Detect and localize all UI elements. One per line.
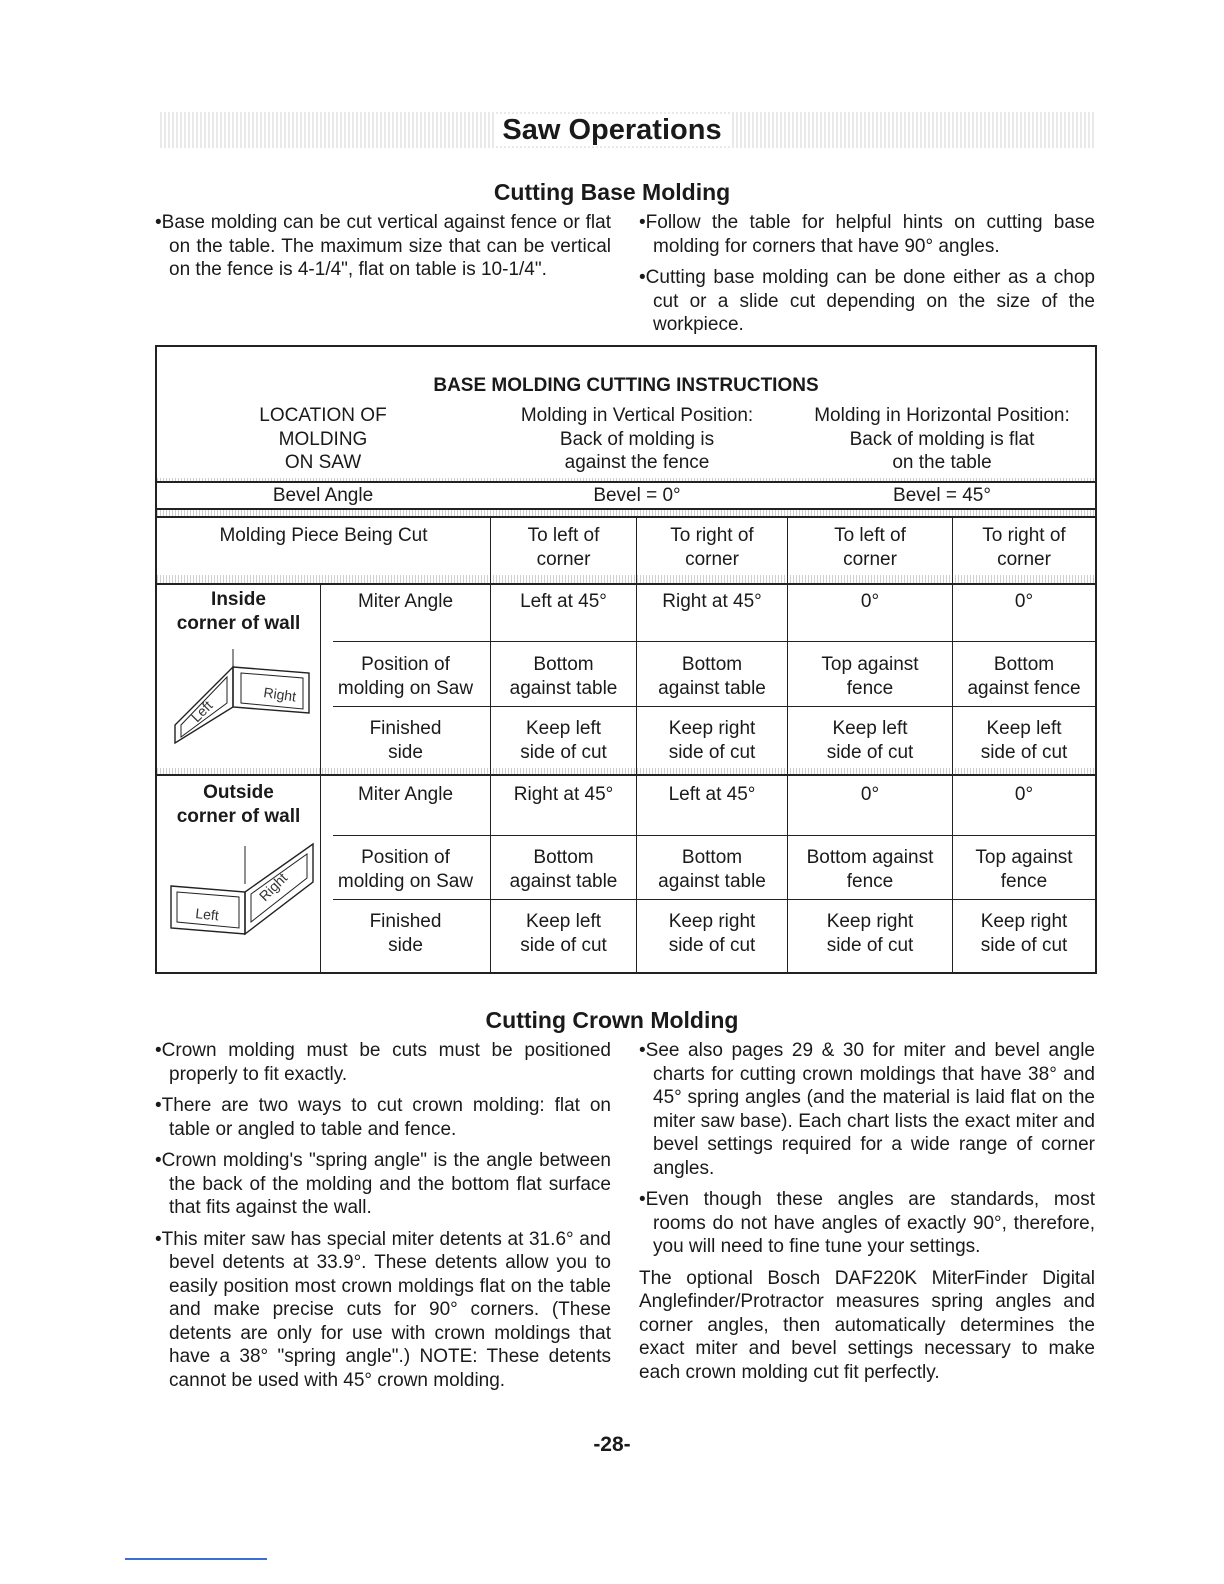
- table-cell: Keep left side of cut: [980, 718, 1068, 763]
- crown-left-bullet: • Crown molding's "spring angle" is the angle between the back of the molding and the bottom flat surface that fits against the wall.: [155, 1149, 611, 1220]
- crown-right-bullet: • See also pages 29 & 30 for miter and bevel angle charts for cutting crown moldings that have 38° and 45° spring angles (and the material is laid flat on the miter saw base). Each chart lists the exact miter and bevel settings required for a wide range of corner angles.: [639, 1039, 1095, 1180]
- molding-piece-label: Molding Piece Being Cut: [219, 525, 428, 546]
- table-cell: 0°: [1014, 784, 1034, 805]
- table-cell: Top against fence: [975, 847, 1073, 892]
- footer-rule: [125, 1558, 267, 1560]
- table-cell: Top against fence: [821, 654, 919, 699]
- table-cell: Keep right side of cut: [668, 718, 756, 763]
- table-cell: Bottom against table: [658, 654, 766, 699]
- table-cell: Keep right side of cut: [980, 911, 1068, 956]
- table-cell: Keep right side of cut: [826, 911, 914, 956]
- row-label: Miter Angle: [357, 784, 454, 805]
- location-label: LOCATION OF MOLDING ON SAW: [259, 405, 387, 473]
- table-cell: Right at 45°: [513, 784, 614, 805]
- row-label: Position of molding on Saw: [337, 654, 474, 699]
- page-number: -28-: [593, 1433, 631, 1456]
- vertical-position-label: Molding in Vertical Position: Back of molding is against the fence: [520, 405, 754, 473]
- row-label: Miter Angle: [357, 591, 454, 612]
- crown-right-column: [639, 1039, 1095, 1392]
- table-cell: 0°: [860, 784, 880, 805]
- section-title: Saw Operations: [0, 114, 1224, 147]
- table-cell: Bottom against fence: [967, 654, 1081, 699]
- diagram-label: Left: [194, 905, 220, 924]
- table-cell: Bottom against fence: [806, 847, 934, 892]
- diagram-label: Left: [187, 697, 216, 726]
- bevel-angle-label: Bevel Angle: [272, 485, 374, 506]
- crown-left-bullet: • Crown molding must be cuts must be positioned properly to fit exactly.: [155, 1039, 611, 1086]
- table-cell: Keep left side of cut: [826, 718, 914, 763]
- diagram-label: Right: [262, 684, 298, 705]
- crown-left-column: [155, 1039, 611, 1400]
- col-header: To left of corner: [834, 525, 906, 570]
- table-title: BASE MOLDING CUTTING INSTRUCTIONS: [433, 375, 819, 396]
- outside-corner-label: Outside corner of wall: [176, 782, 301, 827]
- inside-corner-diagram: [167, 647, 317, 747]
- col-header: To left of corner: [527, 525, 600, 570]
- table-cell: Keep left side of cut: [520, 718, 607, 763]
- table-cell: Right at 45°: [662, 591, 762, 612]
- inside-corner-label: Inside corner of wall: [176, 589, 301, 634]
- row-label: Position of molding on Saw: [337, 847, 474, 892]
- diagram-label: Right: [255, 869, 291, 905]
- crown-molding-heading: Cutting Crown Molding: [485, 1007, 739, 1033]
- col-header: To right of corner: [670, 525, 754, 570]
- base-right-bullet: • Cutting base molding can be done either as a chop cut or a slide cut depending on the size of the workpiece.: [639, 266, 1095, 337]
- table-cell: 0°: [860, 591, 880, 612]
- crown-right-note: The optional Bosch DAF220K MiterFinder Digital Anglefinder/Protractor measures spring angles and corner angles, then automatically determines the exact miter and bevel settings necessary to make each crown molding cut fit perfectly.: [639, 1267, 1095, 1383]
- bevel-horizontal: Bevel = 45°: [893, 485, 991, 506]
- table-cell: Keep left side of cut: [520, 911, 607, 956]
- row-label: Finished side: [369, 718, 442, 763]
- col-header: To right of corner: [982, 525, 1066, 570]
- base-right-bullet: • Follow the table for helpful hints on cutting base molding for corners that have 90° angles.: [639, 211, 1095, 258]
- base-molding-table: [155, 345, 1097, 974]
- base-left-bullet: • Base molding can be cut vertical against fence or flat on the table. The maximum size that can be vertical on the fence is 4-1/4", flat on table is 10-1/4".: [155, 211, 611, 282]
- table-cell: Bottom against table: [509, 654, 618, 699]
- base-right-column: [639, 211, 1095, 345]
- horizontal-position-label: Molding in Horizontal Position: Back of molding is flat on the table: [814, 405, 1070, 473]
- table-cell: 0°: [1014, 591, 1034, 612]
- table-cell: Bottom against table: [509, 847, 618, 892]
- table-cell: Keep right side of cut: [668, 911, 756, 956]
- base-left-column: [155, 211, 611, 290]
- table-cell: Left at 45°: [520, 591, 607, 612]
- table-cell: Bottom against table: [658, 847, 766, 892]
- crown-right-bullet: • Even though these angles are standards, most rooms do not have angles of exactly 90°, therefore, you will need to fine tune your settings.: [639, 1188, 1095, 1259]
- base-molding-heading: Cutting Base Molding: [493, 179, 731, 205]
- bevel-vertical: Bevel = 0°: [593, 485, 681, 506]
- crown-left-bullet: • This miter saw has special miter detents at 31.6° and bevel detents at 33.9°. These detents allow you to easily position most crown moldings flat on the table and make precise cuts for 90° corners. (These detents are only for use with crown moldings that have a 38° "spring angle".) NOTE: These detents cannot be used with 45° crown molding.: [155, 1228, 611, 1393]
- crown-left-bullet: • There are two ways to cut crown molding: flat on table or angled to table and fence.: [155, 1094, 611, 1141]
- outside-corner-diagram: [167, 842, 317, 942]
- row-label: Finished side: [369, 911, 442, 956]
- table-cell: Left at 45°: [668, 784, 756, 805]
